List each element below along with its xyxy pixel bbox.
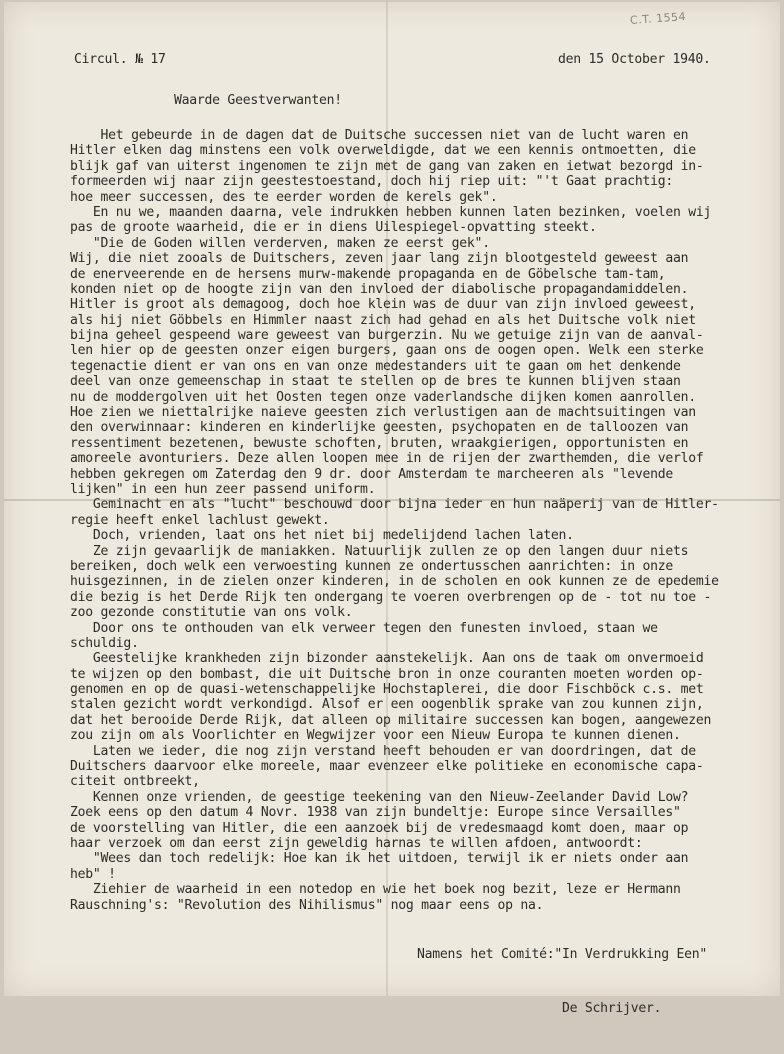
body-line: citeit ontbreekt, — [70, 774, 200, 790]
body-line: "Wees dan toch redelijk: Hoe kan ik het uitdoen, terwijl ik er niets onder aan — [70, 851, 689, 867]
body-line: formeerden wij naar zijn geestestoestand, doch hij riep uit: "'t Gaat prachtig: — [70, 174, 674, 190]
body-line: hoe meer successen, des te eerder worden de kerels gek". — [70, 189, 498, 205]
body-line: Zoek eens op den datum 4 Novr. 1938 van zijn bundeltje: Europe since Versailles" — [70, 805, 681, 821]
body-line: Geminacht en als "lucht" beschouwd door bijna ieder en hun naäperij van de Hitler- — [70, 497, 719, 513]
body-line: tegenactie dient er van ons en van onze medestanders uit te gaan om het denkende — [70, 358, 681, 374]
body-line: pas de groote waarheid, die er in diens Uilespiegel-opvatting steekt. — [70, 220, 597, 236]
letter-sheet — [4, 2, 780, 1016]
body-line: hebben gekregen om Zaterdag den 9 dr. door Amsterdam te marcheeren als "levende — [70, 466, 674, 482]
body-line: de enerveerende en de hersens murw-makende propaganda en de Göbelsche tam-tam, — [70, 266, 666, 282]
body-line: Ze zijn gevaarlijk de maniakken. Natuurlijk zullen ze op den langen duur niets — [70, 543, 689, 559]
signature: De Schrijver. — [562, 1001, 662, 1016]
body-line: Hitler elken dag minstens een volk overweldigde, dat we een kennis ontmoetten, die — [70, 143, 696, 159]
body-line: Ziehier de waarheid in een notedop en wie het boek nog bezit, leze er Hermann — [70, 882, 681, 898]
body-line: dat het berooide Derde Rijk, dat alleen op militaire successen kan bogen, aangewezen — [70, 712, 712, 728]
body-line: amoreele avonturiers. Deze allen loopen mee in de rijen der zwarthemden, die verlof — [70, 451, 704, 467]
body-line: heb" ! — [70, 866, 116, 882]
body-line: die bezig is het Derde Rijk ten ondergang te voeren overbrengen op de - tot nu toe - — [70, 589, 712, 605]
archive-pencil-note: C.T. 1554 — [629, 10, 687, 27]
body-line: regie heeft enkel lachlust gewekt. — [70, 512, 330, 528]
body-line: Duitschers daarvoor elke moreele, maar evenzeer elke politieke en economische capa- — [70, 759, 704, 775]
body-line: genomen en op de quasi-wetenschappelijke Hochstaplerei, die door Fischböck c.s. met — [70, 682, 704, 698]
body-line: lijken" in een hun zeer passend uniform. — [70, 481, 376, 497]
salutation: Waarde Geestverwanten! — [174, 93, 342, 108]
body-line: zoo gezonde constitutie van ons volk. — [70, 605, 353, 621]
letter-body — [70, 128, 719, 913]
body-line: als hij niet Göbbels en Himmler naast zich had gehad en als het Duitsche volk niet — [70, 312, 696, 328]
committee-signoff: Namens het Comité:"In Verdrukking Een" — [417, 947, 708, 962]
body-line: Door ons te onthouden van elk verweer tegen den funesten invloed, staan we — [70, 620, 658, 636]
body-line: Geestelijke krankheden zijn bizonder aanstekelijk. Aan ons de taak om onvermoeid — [70, 651, 704, 667]
body-line: te wijzen op den bombast, die uit Duitsche bron in onze couranten moeten worden op- — [70, 666, 704, 682]
body-line: ressentiment bezetenen, bewuste schoften, bruten, wraakgierigen, opportunisten en — [70, 435, 689, 451]
body-line: stalen gezicht wordt verkondigd. Alsof er een oogenblik sprake van zou kunnen zijn, — [70, 697, 704, 713]
closing-block — [417, 910, 707, 1054]
body-line: konden niet op de hoogte zijn van den invloed der diabolische propagandamiddelen. — [70, 281, 689, 297]
body-line: En nu we, maanden daarna, vele indrukken hebben kunnen laten bezinken, voelen wij — [70, 204, 712, 220]
body-line: Wij, die niet zooals de Duitschers, zeven jaar lang zijn blootgesteld geweest aan — [70, 251, 689, 267]
body-line: len hier op de geesten onzer eigen burgers, gaan ons de oogen open. Welk een sterke — [70, 343, 704, 359]
body-line: nu de moddergolven uit het Oosten tegen onze vaderlandsche dijken komen aanrollen. — [70, 389, 696, 405]
circular-number: Circul. № 17 — [74, 52, 166, 67]
body-line: den overwinnaar: kinderen en kinderlijke geesten, psychopaten en de talloozen van — [70, 420, 689, 436]
body-line: haar verzoek om dan eerst zijn geweldig harnas te willen afdoen, antwoordt: — [70, 835, 643, 851]
body-line: Rauschning's: "Revolution des Nihilismus" nog maar eens op na. — [70, 897, 544, 913]
body-line: Kennen onze vrienden, de geestige teekening van den Nieuw-Zeelander David Low? — [70, 789, 689, 805]
body-line: "Die de Goden willen verderven, maken ze eerst gek". — [70, 235, 490, 251]
body-line: Hoe zien we niettalrijke naieve geesten zich verlustigen aan de machtsuitingen van — [70, 405, 696, 421]
body-line: bereiken, doch welk een verwoesting kunnen ze ondertusschen aanrichten: in onze — [70, 558, 674, 574]
body-line: bijna geheel gespeend ware geweest van burgerzin. Nu we getuige zijn van de aanval- — [70, 328, 704, 344]
letter-date: den 15 October 1940. — [558, 52, 711, 67]
body-line: Hitler is groot als demagoog, doch hoe klein was de duur van zijn invloed geweest, — [70, 297, 696, 313]
body-line: Doch, vrienden, laat ons het niet bij medelijdend lachen laten. — [70, 528, 574, 544]
body-line: Laten we ieder, die nog zijn verstand heeft behouden er van doordringen, dat de — [70, 743, 696, 759]
body-line: blijk gaf van uiterst ingenomen te zijn met de gang van zaken en ietwat bezorgd in- — [70, 158, 704, 174]
body-line: de voorstelling van Hitler, die een aanzoek bij de vredesmaagd komt doen, maar op — [70, 820, 689, 836]
body-line: zou zijn om als Voorlichter en Wegwijzer voor een Nieuw Europa te kunnen dienen. — [70, 728, 681, 744]
body-line: huisgezinnen, in de zielen onzer kinderen, in de scholen en ook kunnen ze de epedemie — [70, 574, 719, 590]
body-line: schuldig. — [70, 635, 139, 651]
body-line: Het gebeurde in de dagen dat de Duitsche successen niet van de lucht waren en — [70, 128, 689, 143]
body-line: deel van onze gemeenschap in staat te stellen op de bres te kunnen blijven staan — [70, 374, 681, 390]
